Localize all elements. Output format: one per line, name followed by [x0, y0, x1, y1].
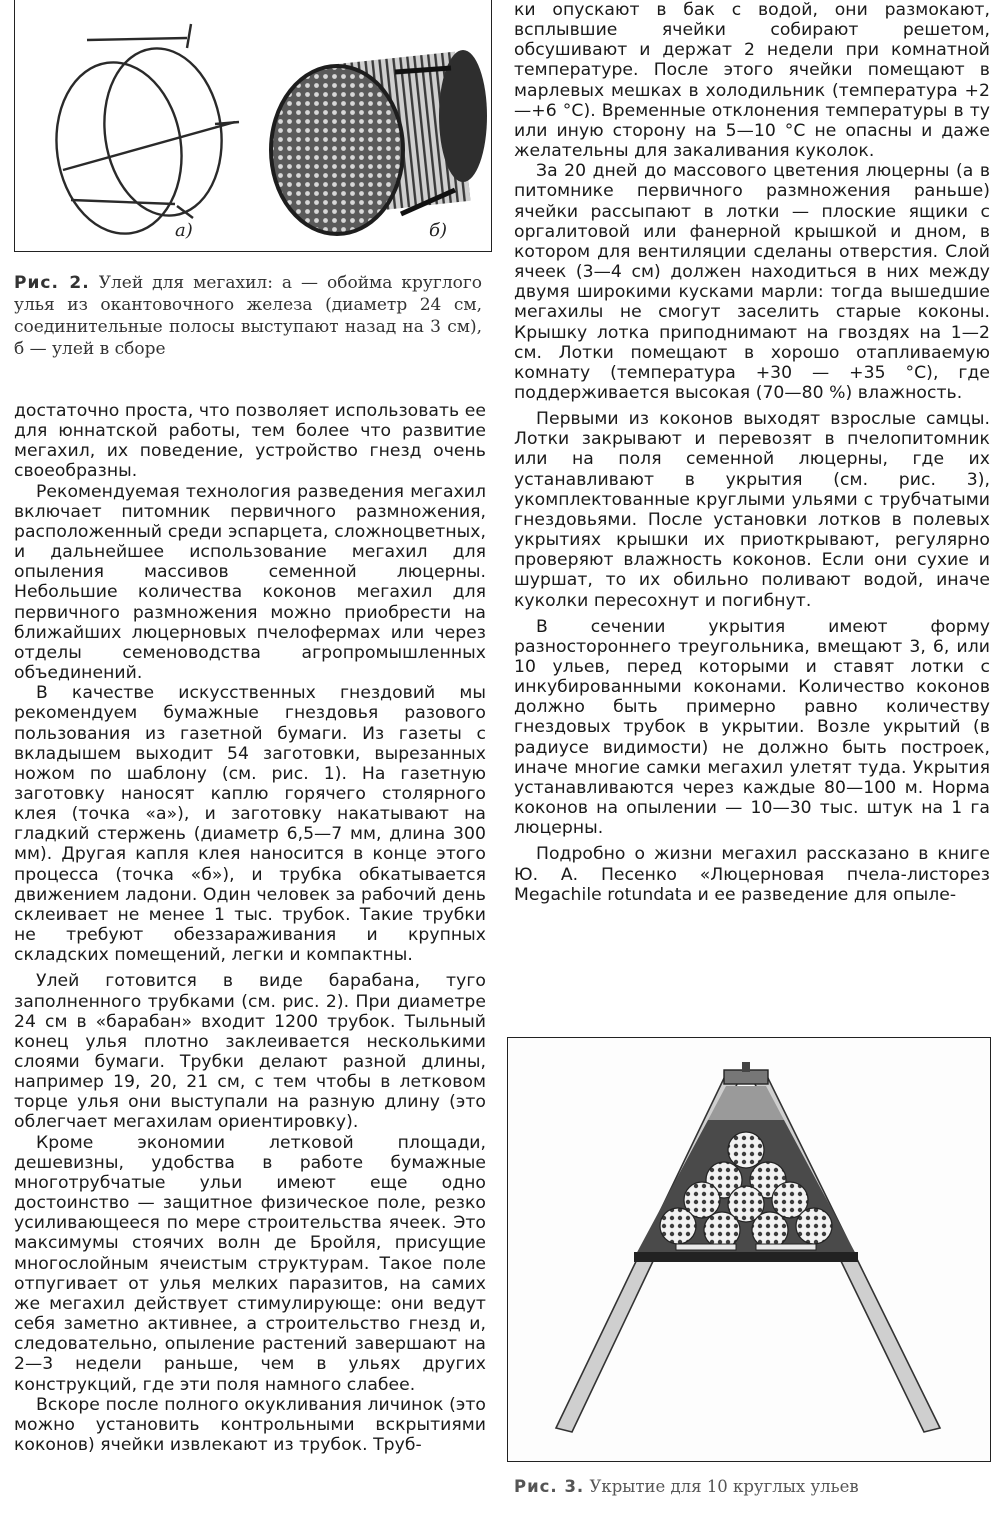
paragraph: Улей готовится в виде барабана, туго заполненного трубками (см. рис. 2). При диаметре 24 см в «барабан» входит 1200 трубок. Тыльный конец улья плотно заклеивается несколькими слоями бумаги. Трубки делают разной длины, например 19, 20, 21 см, с тем чтобы в летковом торце улья они выступали на разную длину (это облегчает мегахилам ориентировку).	[14, 971, 486, 1133]
figure-3-caption-label: Рис. 3.	[514, 1477, 585, 1496]
paragraph: В качестве искусственных гнездовий мы рекомендуем бумажные гнездовья разового пользования из газетной бумаги. Из газеты с вкладышем выходит 54 заготовки, вырезанных ножом по шаблону (см. рис. 1). На газетную заготовку наносят каплю горячего столярного клея (точка «а»), и заготовку накатывают на гладкий стержень (диаметр 6,5—7 мм, длина 300 мм). Другая капля клея наносится в конце этого процесса (точка «б»), и трубка обкатывается движением ладони. Один человек за рабочий день склеивает не менее 1 тыс. трубок. Такие трубки не требуют обеззараживания и крупных складских помещений, легки и компактны.	[14, 683, 486, 966]
figure-2-caption	[14, 272, 482, 360]
paragraph: В сечении укрытия имеют форму разностороннего треугольника, вмещают 3, 6, или 10 ульев, перед которыми и ставят лотки с инкубированными коконами. Количество коконов должно быть примерно равно количеству гнездовых трубок в укрытии. Возле укрытий (в радиусе видимости) не должно быть построек, иначе многие самки мегахил улетят туда. Укрытия устанавливаются через каждые 80—100 м. Норма коконов на опылении — 10—30 тыс. штук на 1 га люцерны.	[514, 616, 990, 839]
paragraph: Первыми из коконов выходят взрослые самцы. Лотки закрывают и перевозят в пчелопитомник или на поля семенной люцерны, где их устанавливают в укрытия (см. рис. 3), укомплектованные круглыми ульями с трубчатыми гнездовьями. После установки лотков в полевых укрытиях крышки их приоткрывают, регулярно проверяют влажность коконов. Если они сухие и шуршат, то их обильно поливают водой, иначе куколки пересохнут и погибнут.	[514, 409, 990, 611]
figure-2-caption-text: Улей для мегахил: а — обойма круглого улья из окантовочного железа (диаметр 24 см, соединительные полосы выступают назад на 3 см), б — улей в сборе	[14, 273, 482, 359]
left-column	[14, 401, 486, 1455]
figure-3-caption	[514, 1476, 994, 1498]
figure-3-caption-text: Укрытие для 10 круглых ульев	[589, 1477, 859, 1496]
paragraph: Кроме экономии летковой площади, дешевизны, удобства в работе бумажные многотрубчатые ульи имеют еще одно достоинство — защитное физическое поле, резко усиливающееся по мере строительства ячеек. Это максимумы стоячих волн де Бройля, присущие многослойным ячеистым структурам. Такое поле отпугивает от улья мелких паразитов, на самих же мегахил действует стимулирующе: они ведут себя заметно активнее, а строительство гнезд и, следовательно, опыление растений завершают на 2—3 недели раньше, чем в ульях других конструкций, где эти поля намного слабее.	[14, 1132, 486, 1395]
shelter-drawing	[556, 1062, 940, 1432]
figure-3-illustration	[508, 1038, 992, 1463]
paragraph: Вскоре после полного окукливания личинок (это можно установить контрольными вскрытиями коконов) ячейки извлекают из трубок. Труб-	[14, 1394, 486, 1455]
figure-2-label-a: а)	[175, 220, 193, 241]
figure-2-label-b: б)	[429, 220, 448, 241]
paragraph: Подробно о жизни мегахил рассказано в книге Ю. А. Песенко «Люцерновая пчела-листорез Megachile rotundata и ее разведение для опыле-	[514, 844, 990, 905]
paragraph: достаточно проста, что позволяет использовать ее для юннатской работы, тем более что развитие мегахил, их поведение, устройство гнезд очень своеобразны.	[14, 401, 486, 482]
assembled-hive-drawing	[271, 50, 487, 234]
paragraph: Рекомендуемая технология разведения мегахил включает питомник первичного размножения, расположенный среди эспарцета, сложноцветных, и дальнейшее использование мегахил для опыления массивов семенной люцерны. Небольшие количества коконов мегахил для первичного размножения можно приобрести на ближайших люцерновых пчелофермах или через отделы семеноводства агропромышленных объединений.	[14, 481, 486, 684]
figure-2-caption-label: Рис. 2.	[14, 273, 90, 293]
figure-2	[14, 0, 492, 252]
figure-3	[507, 1037, 991, 1462]
hoop-frame-drawing	[46, 24, 239, 242]
paragraph: ки опускают в бак с водой, они размокают, всплывшие ячейки собирают решетом, обсушивают и держат 2 недели при комнатной температуре. После этого ячейки помещают в марлевых мешках в холодильник (температура +2—+6 °С). Временные отклонения температуры в ту или иную сторону на 5—10 °С не опасны и даже желательны для закаливания куколок.	[514, 0, 990, 162]
paragraph: За 20 дней до массового цветения люцерны (а в питомнике первичного размножения раньше) ячейки рассыпают в лотки — плоские ящики с оргалитовой или фанерной крышкой и дном, в котором для вентиляции сделаны отверстия. Слой ячеек (3—4 см) должен находиться в них между двумя широкими кусками марли: тогда вышедшие мегахилы не смогут заселить старые коконы. Крышку лотка приподнимают на гвоздях на 1—2 см. Лотки помещают в хорошо отапливаемую комнату (температура +30 — +35 °С), где поддерживается высокая (70—80 %) влажность.	[514, 161, 990, 403]
right-column	[514, 0, 990, 905]
figure-2-illustration	[15, 0, 493, 252]
